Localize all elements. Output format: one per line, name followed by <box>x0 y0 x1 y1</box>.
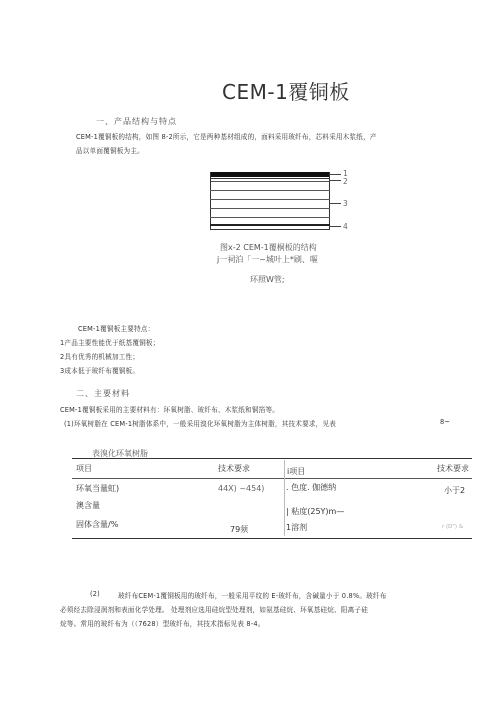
core-paper-line <box>210 208 330 209</box>
core-paper-line <box>210 199 330 200</box>
section-heading-structure: 一、产品结构与特点 <box>96 117 177 126</box>
table-header-rule <box>72 478 472 479</box>
page-title: CEM-1覆铜板 <box>222 80 350 104</box>
table-header-item-2: i项目 <box>287 467 306 476</box>
feature-item-2: 2具有优秀的机械加工性； <box>60 353 140 361</box>
laminate-structure-diagram <box>210 170 330 232</box>
leader-line-3 <box>329 203 341 204</box>
table-header-requirement-2: 技术要求 <box>437 464 469 473</box>
table-column-divider <box>284 460 285 536</box>
table-header-requirement: 技术要求 <box>218 464 250 473</box>
leader-line-4 <box>329 226 341 227</box>
top-fiberglass-layer <box>210 178 330 179</box>
section-heading-materials: 二、主要材料 <box>76 389 130 398</box>
figure-caption-line-3: 环照W管; <box>250 275 285 284</box>
bottom-fiberglass-layer <box>210 224 330 226</box>
layer-label-4: 4 <box>343 222 348 231</box>
feature-item-3: 3成本低于玻纤布覆铜板。 <box>60 367 140 375</box>
structure-paragraph-line-1: CEM-1覆铜板的结构，如图 8-2所示，它是两种基材组成的，面料采用玻纤布，芯料采用木浆纸，产 <box>76 133 377 141</box>
table-cell: . 色度. 伽德纳 <box>286 483 337 492</box>
core-paper-line <box>210 190 330 191</box>
layer-line <box>210 181 330 182</box>
fiberglass-paragraph-line-2: 必须经去除浸润剂和表面化学处理。 处理剂应选用硅烷型处理剂，如氨基硅烷、环氧基硅烷、阳离子硅 <box>60 606 369 614</box>
table-cell: 澳含量 <box>76 501 100 510</box>
features-intro: CEM-1覆铜板主要特点： <box>78 325 155 333</box>
table-top-rule <box>72 458 472 459</box>
table-caption: 表溴化环氧树脂 <box>92 449 148 458</box>
feature-item-1: 1产品主要性能优于纸基覆铜板； <box>60 339 160 347</box>
copper-foil-layer <box>210 172 330 177</box>
figure-caption: 图x-2 CEM-1覆桐板的结构 <box>220 243 317 252</box>
table-bottom-rule <box>72 538 472 539</box>
layer-label-3: 3 <box>343 199 348 208</box>
epoxy-paragraph-table-ref: 8~ <box>440 418 451 426</box>
materials-paragraph: CEM-1覆铜板采用的主要材料有：环氧树脂、玻纤布、木浆纸和铜箔等。 <box>60 406 280 414</box>
table-cell: 1溶剂 <box>286 523 308 532</box>
leader-line-1 <box>329 174 341 175</box>
table-cell: 79须 <box>230 525 249 534</box>
table-cell: | 粘度(25Y)m— <box>286 507 345 516</box>
fiberglass-paragraph-number: (2) <box>90 590 100 598</box>
diagram-left-edge <box>210 172 211 230</box>
fiberglass-paragraph-line-1: 玻纤布CEM-1覆铜板用的玻纤布，一般采用平纹的 E-玻纤布，含碱量小于 0.8%。玻纤布 <box>118 592 387 600</box>
table-cell: 小于2 <box>444 486 466 495</box>
fiberglass-paragraph-line-3: 烷等。常用的玻纤布为（（7628）型玻纤布，其技术指标见表 8-4。 <box>60 620 265 628</box>
table-cell: 44X) ~454) <box>218 484 265 493</box>
table-cell: 环氧当量虹) <box>76 484 120 493</box>
table-cell: r (D") & <box>442 524 464 530</box>
leader-line-2 <box>329 180 341 181</box>
core-paper-line <box>210 217 330 218</box>
epoxy-paragraph: (1)环氧树脂在 CEM-1树脂体系中，一般采用溴化环氧树脂为主体树脂，其技术要求，见表 <box>64 420 337 428</box>
layer-label-2: 2 <box>343 177 348 186</box>
structure-paragraph-line-2: 品以单面覆铜板为主。 <box>76 147 144 155</box>
figure-caption-line-2: j一祠泊「一~城叶上*刷、嘔 <box>217 255 318 264</box>
layer-label-1: 1 <box>343 169 348 178</box>
table-header-item: 项目 <box>76 464 92 473</box>
table-cell: 固体含量/% <box>76 520 119 529</box>
diagram-bottom-edge <box>210 229 330 230</box>
